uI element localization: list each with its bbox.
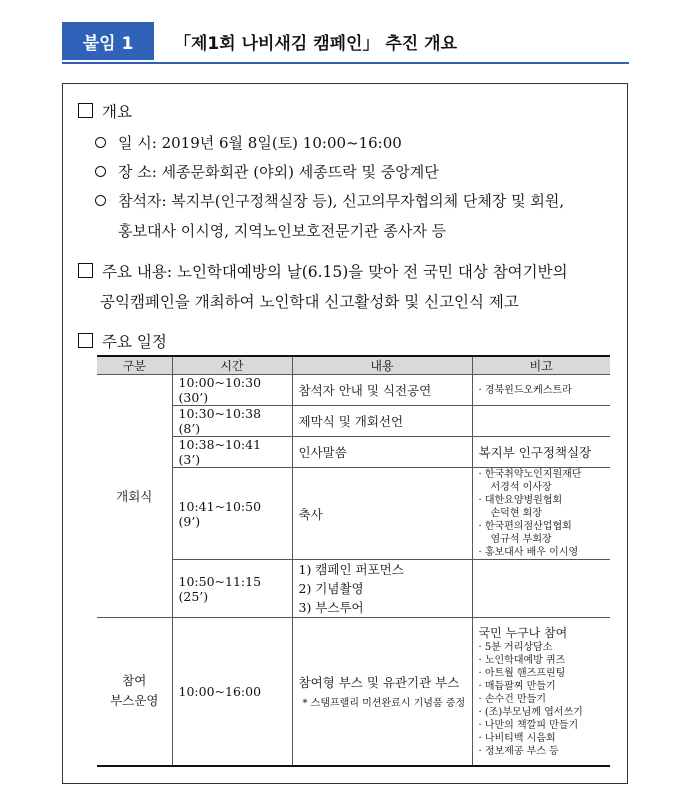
section-content-heading xyxy=(78,260,568,282)
annex-header xyxy=(62,22,629,62)
schedule-table xyxy=(97,355,610,767)
note-line: · 매듭팔찌 만들기 xyxy=(478,680,556,692)
date-text: 일 시: 2019년 6월 8일(토) 10:00~16:00 xyxy=(118,134,402,152)
note-line: · 아트월 핸즈프린팅 xyxy=(478,667,566,679)
bullet-circle-icon xyxy=(95,137,106,148)
note-line: · 대한요양병원협회 xyxy=(478,495,563,506)
time-cell: 10:00~10:30 (30’) xyxy=(172,375,292,406)
content-cell: 제막식 및 개회선언 xyxy=(292,406,472,437)
note-line: 서경석 이사장 xyxy=(490,482,552,493)
note-cell xyxy=(472,618,610,766)
content-cell xyxy=(292,560,472,618)
group-label: 참여 xyxy=(122,673,147,689)
section-schedule-heading xyxy=(78,330,167,352)
header-divider xyxy=(62,62,629,64)
note-line: · 나비티백 시음회 xyxy=(478,732,556,744)
note-line: · 손수건 만들기 xyxy=(478,693,546,705)
note-line: 손덕현 회장 xyxy=(490,508,542,519)
overview-date xyxy=(95,132,402,153)
note-line: 염규석 부회장 xyxy=(490,534,552,545)
overview-place xyxy=(95,161,439,182)
header-cell: 구분 xyxy=(97,356,172,375)
group-label: 부스운영 xyxy=(110,693,159,709)
note-line: · 노인학대예방 퀴즈 xyxy=(478,654,566,666)
note-line: · 한국편의점산업협회 xyxy=(478,521,572,532)
overview-attendees-cont: 홍보대사 이시영, 지역노인보호전문기관 종사자 등 xyxy=(118,222,447,240)
bullet-circle-icon xyxy=(95,195,106,206)
group-cell: 개회식 xyxy=(97,375,172,618)
note-line: · 정보제공 부스 등 xyxy=(478,745,559,757)
group-cell xyxy=(97,618,172,766)
time-cell: 10:38~10:41 (3’) xyxy=(172,437,292,468)
content-cell xyxy=(292,618,472,766)
checkbox-square-icon xyxy=(78,263,93,278)
content-cell: 축사 xyxy=(292,468,472,560)
note-line: · 나만의 책깔피 만들기 xyxy=(478,719,579,731)
table-row xyxy=(97,468,610,560)
content-subnote: * 스탬프랠리 미션완료시 기념품 증정 xyxy=(302,697,466,709)
bullet-circle-icon xyxy=(95,166,106,177)
section-title: 주요 일정 xyxy=(102,333,167,351)
time-cell: 10:30~10:38 (8’) xyxy=(172,406,292,437)
section-title: 개요 xyxy=(102,103,132,121)
note-line: · 홍보대사 배우 이시영 xyxy=(478,547,579,558)
table-row xyxy=(97,437,610,468)
table-row xyxy=(97,406,610,437)
note-cell: 복지부 인구정책실장 xyxy=(472,437,610,468)
note-cell xyxy=(472,406,610,437)
content-cell: 참석자 안내 및 식전공연 xyxy=(292,375,472,406)
header-cell: 시간 xyxy=(172,356,292,375)
content-line: 2) 기념촬영 xyxy=(298,581,364,596)
header-cell: 내용 xyxy=(292,356,472,375)
content-line: 참여형 부스 및 유관기관 부스 xyxy=(298,674,460,690)
note-line: · 한국취약노인지원재단 xyxy=(478,469,582,480)
note-cell xyxy=(472,560,610,618)
checkbox-square-icon xyxy=(78,103,93,118)
place-text: 장 소: 세종문화회관 (야외) 세종뜨락 및 중앙계단 xyxy=(118,163,439,181)
note-line: · (조)부모님께 엽서쓰기 xyxy=(478,706,583,718)
content-text: : 노인학대예방의 날(6.15)을 맞아 전 국민 대상 참여기반의 xyxy=(166,263,568,281)
overview-attendees xyxy=(95,190,564,211)
time-cell: 10:41~10:50 (9’) xyxy=(172,468,292,560)
note-head: 국민 누구나 참여 xyxy=(478,625,568,640)
table-header-row xyxy=(97,356,610,375)
content-cell: 인사말씀 xyxy=(292,437,472,468)
note-line: · 5분 거리상담소 xyxy=(478,641,553,653)
table-row xyxy=(97,375,610,406)
section-title: 주요 내용 xyxy=(102,263,167,281)
time-cell: 10:00~16:00 xyxy=(172,618,292,766)
time-cell: 10:50~11:15 (25’) xyxy=(172,560,292,618)
section-overview-heading xyxy=(78,100,132,122)
table-row xyxy=(97,618,610,766)
annex-badge: 붙임 1 xyxy=(62,22,154,60)
document-title: 「제1회 나비새김 캠페인」 추진 개요 xyxy=(174,33,457,54)
content-line: 3) 부스투어 xyxy=(298,600,364,615)
header-cell: 비고 xyxy=(472,356,610,375)
note-cell: · 경북윈드오케스트라 xyxy=(472,375,610,406)
content-line: 1) 캠페인 퍼포먼스 xyxy=(298,562,404,577)
attendees-text: 참석자: 복지부(인구정책실장 등), 신고의무자협의체 단체장 및 회원, xyxy=(118,192,565,210)
content-text-cont: 공익캠페인을 개최하여 노인학대 신고활성화 및 신고인식 제고 xyxy=(100,293,519,311)
note-cell xyxy=(472,468,610,560)
checkbox-square-icon xyxy=(78,333,93,348)
table-row xyxy=(97,560,610,618)
